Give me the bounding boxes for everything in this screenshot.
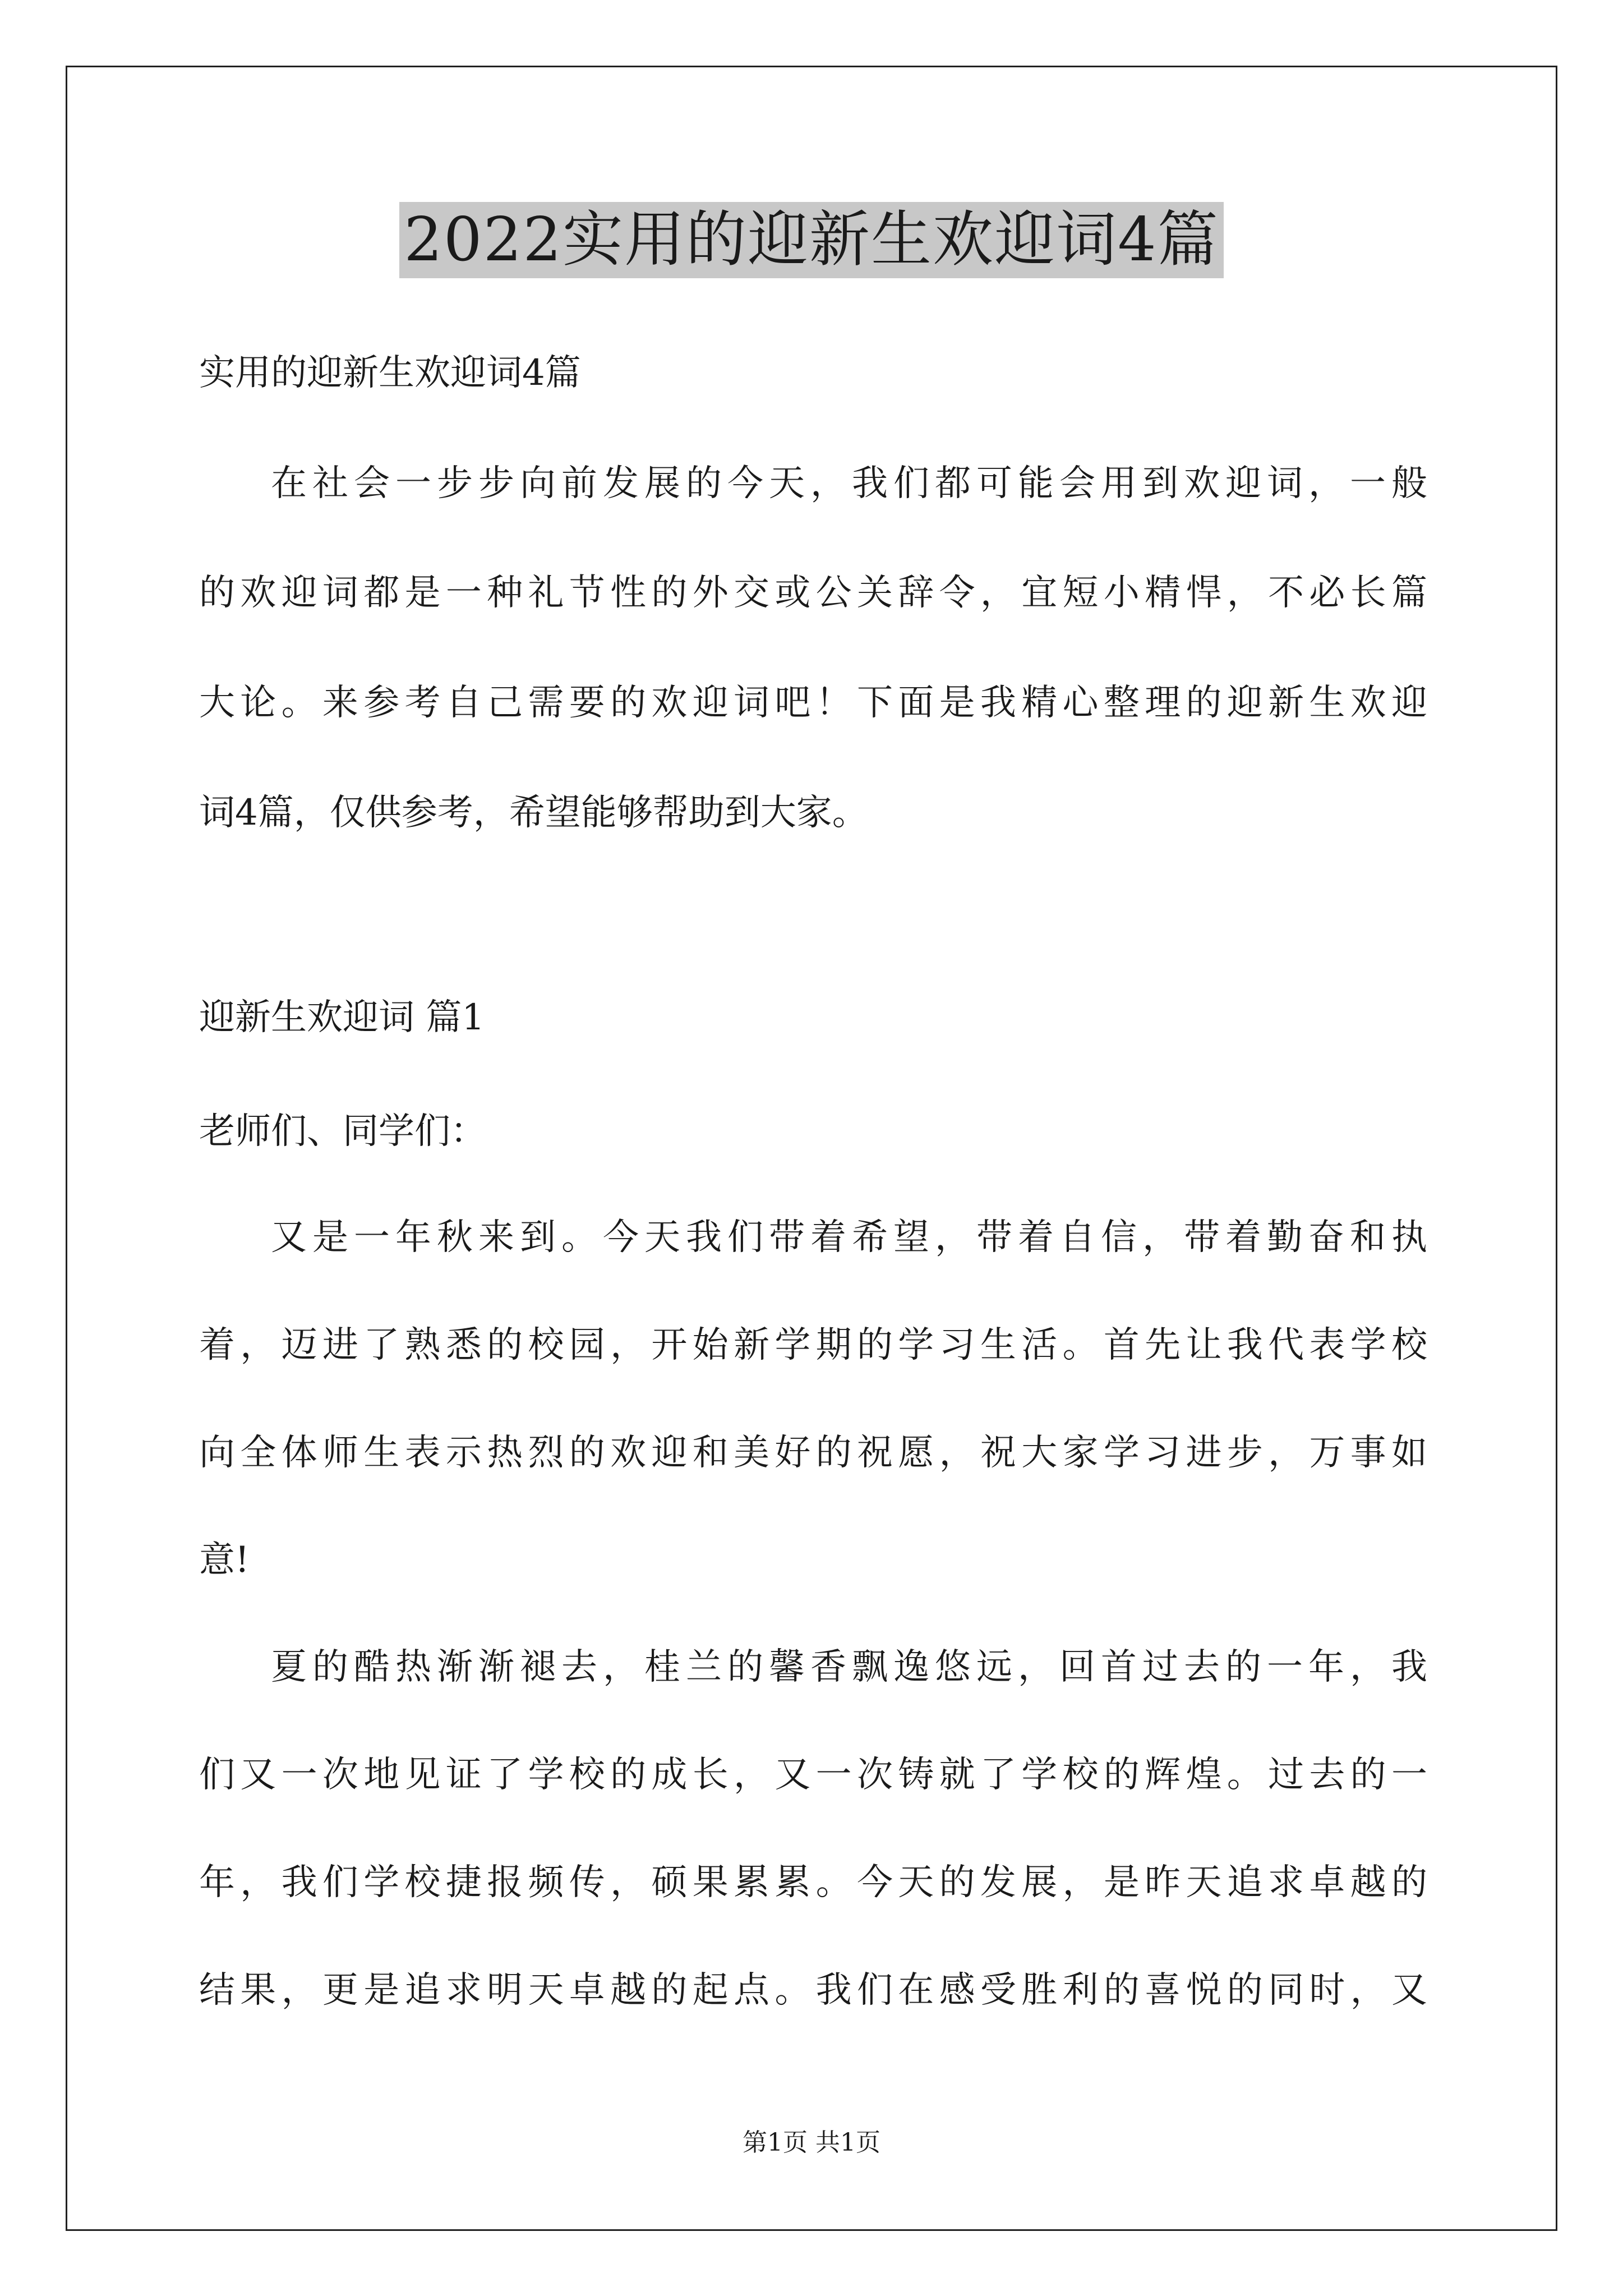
salutation: 老师们、同学们： bbox=[199, 1111, 486, 1152]
para2-line-4: 结果，更是追求明天卓越的起点。我们在感受胜利的喜悦的同时，又 bbox=[199, 1970, 1427, 2011]
intro-line-2: 的欢迎词都是一种礼节性的外交或公关辞令，宜短小精悍，不必长篇 bbox=[199, 572, 1427, 614]
document-title: 2022实用的迎新生欢迎词4篇 bbox=[399, 202, 1224, 278]
para1-line-4: 意! bbox=[199, 1539, 250, 1581]
title-container bbox=[0, 202, 1623, 278]
intro-line-3: 大论。来参考自己需要的欢迎词吧！下面是我精心整理的迎新生欢迎 bbox=[199, 682, 1427, 724]
page-footer: 第1页 共1页 bbox=[743, 2128, 880, 2157]
para2-line-2: 们又一次地见证了学校的成长，又一次铸就了学校的辉煌。过去的一 bbox=[199, 1754, 1427, 1796]
para2-line-1: 夏的酷热渐渐褪去，桂兰的馨香飘逸悠远，回首过去的一年，我 bbox=[271, 1646, 1427, 1688]
intro-line-1: 在社会一步步向前发展的今天，我们都可能会用到欢迎词，一般 bbox=[271, 463, 1427, 504]
para2-line-3: 年，我们学校捷报频传，硕果累累。今天的发展，是昨天追求卓越的 bbox=[199, 1862, 1427, 1903]
intro-line-4: 词4篇，仅供参考，希望能够帮助到大家。 bbox=[199, 792, 868, 834]
para1-line-2: 着，迈进了熟悉的校园，开始新学期的学习生活。首先让我代表学校 bbox=[199, 1324, 1427, 1366]
para1-line-1: 又是一年秋来到。今天我们带着希望，带着自信，带着勤奋和执 bbox=[271, 1217, 1427, 1258]
subtitle: 实用的迎新生欢迎词4篇 bbox=[199, 352, 581, 394]
para1-line-3: 向全体师生表示热烈的欢迎和美好的祝愿，祝大家学习进步，万事如 bbox=[199, 1432, 1427, 1474]
section-heading: 迎新生欢迎词 篇1 bbox=[199, 997, 485, 1038]
